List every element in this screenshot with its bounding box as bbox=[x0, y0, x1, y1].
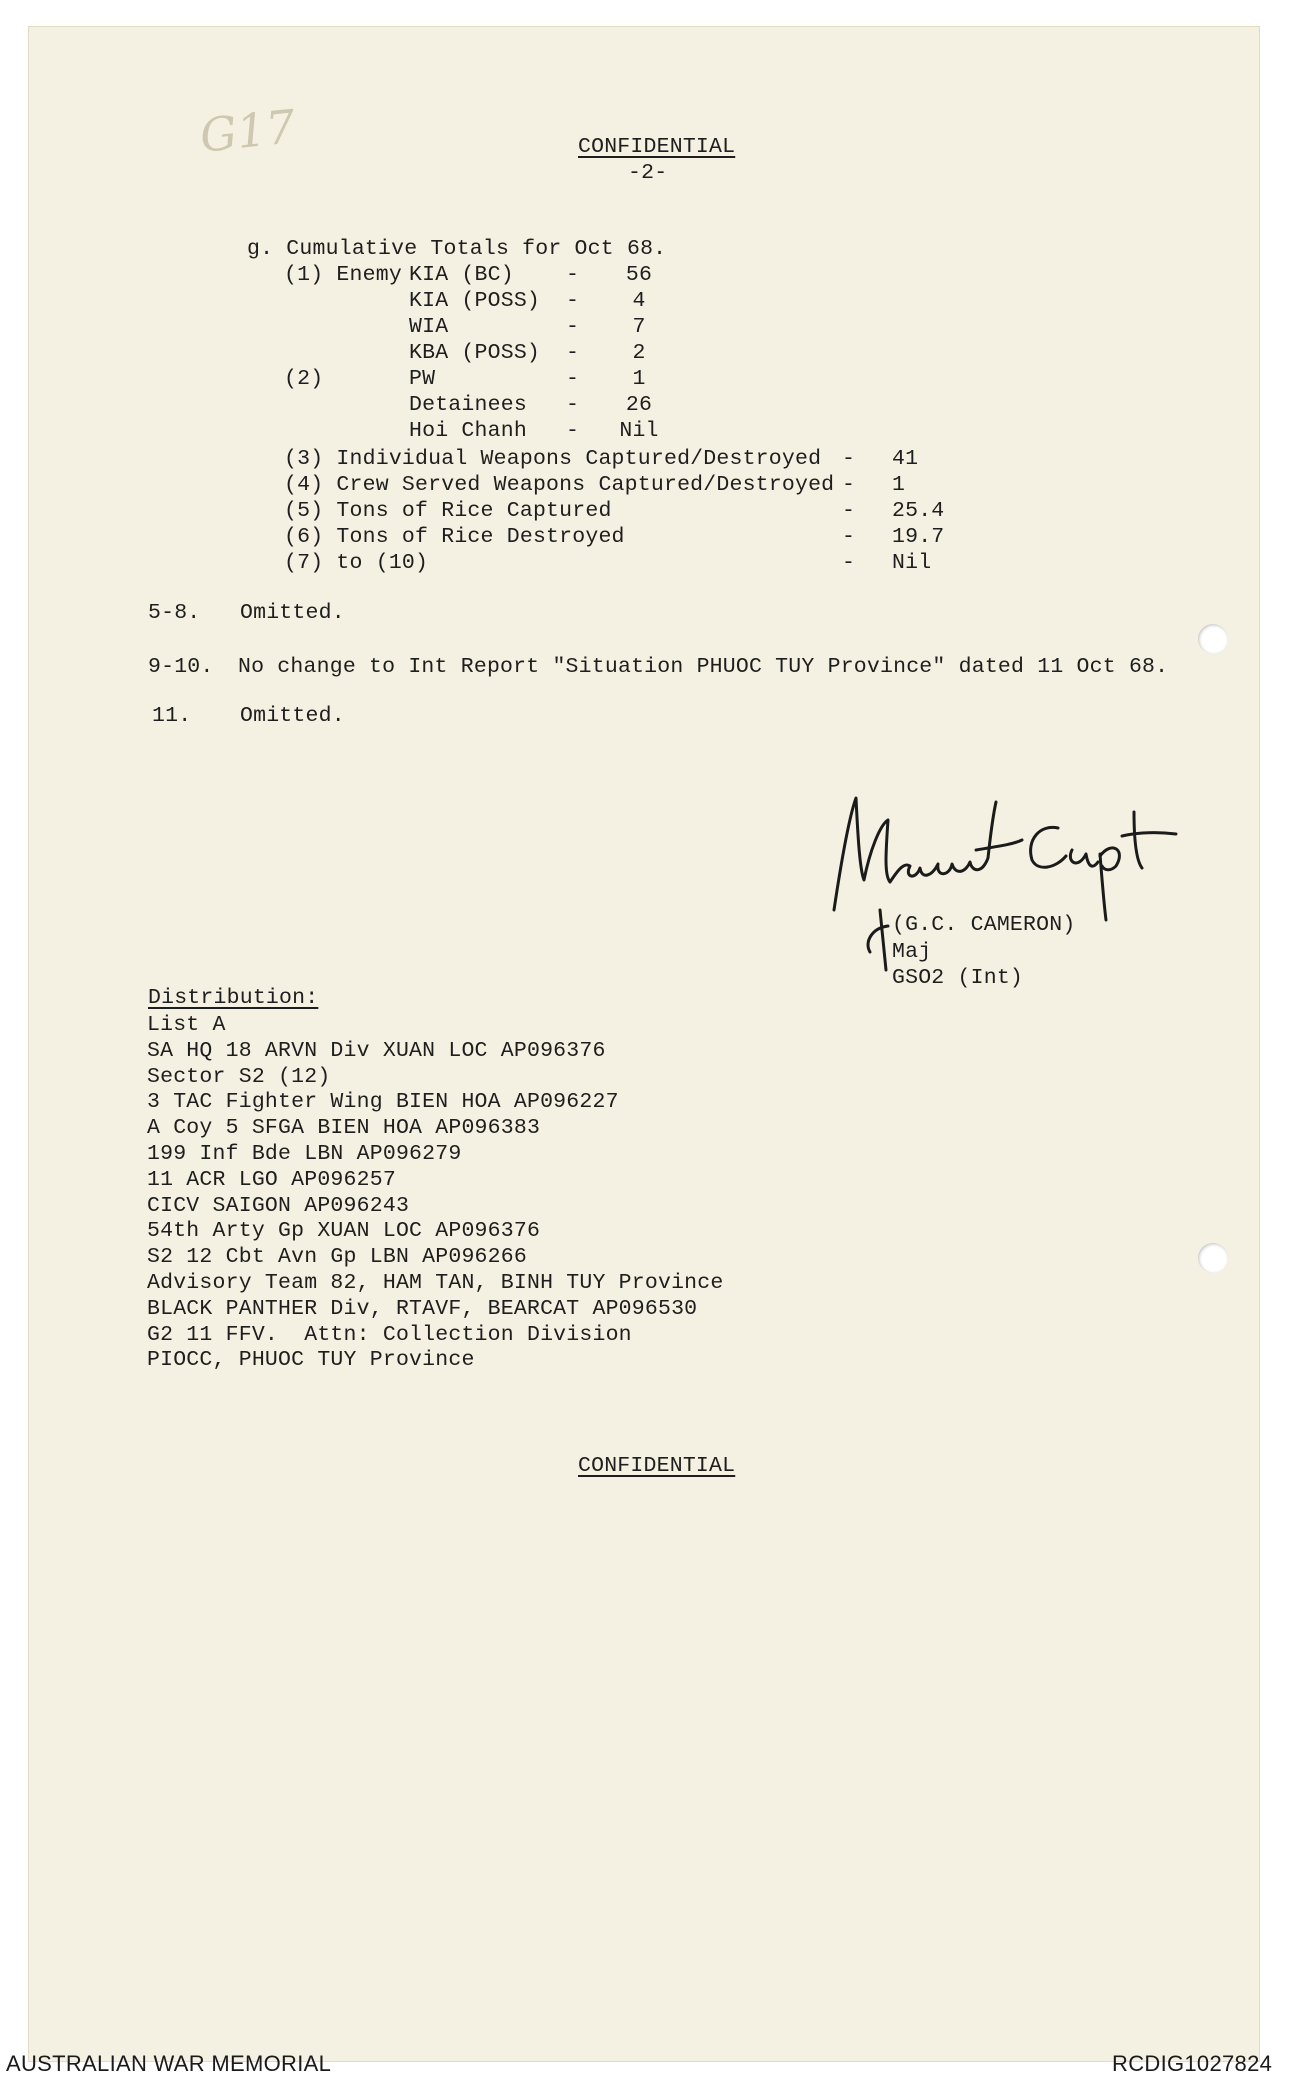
para-5-8-number: 5-8. bbox=[148, 601, 201, 625]
distribution-item: List A bbox=[147, 1013, 226, 1037]
totals-long-row-dash: - bbox=[842, 447, 856, 471]
totals-row-label: KBA (POSS) bbox=[409, 341, 541, 365]
classification-bottom: CONFIDENTIAL bbox=[578, 1454, 736, 1478]
signatory-rank: Maj bbox=[892, 940, 932, 964]
para-11-number: 11. bbox=[152, 704, 192, 728]
distribution-item: G2 11 FFV. Attn: Collection Division bbox=[147, 1323, 632, 1347]
totals-long-row-label: (6) Tons of Rice Destroyed bbox=[284, 525, 625, 549]
totals-long-row-label: (5) Tons of Rice Captured bbox=[284, 499, 612, 523]
totals-long-row-value: Nil bbox=[892, 551, 932, 575]
distribution-item: SA HQ 18 ARVN Div XUAN LOC AP096376 bbox=[147, 1039, 606, 1063]
totals-row-label: PW bbox=[409, 367, 436, 391]
totals-long-row-dash: - bbox=[842, 525, 856, 549]
distribution-item: S2 12 Cbt Avn Gp LBN AP096266 bbox=[147, 1245, 527, 1269]
page-number: -2- bbox=[628, 161, 668, 185]
distribution-item: CICV SAIGON AP096243 bbox=[147, 1194, 410, 1218]
distribution-item: PIOCC, PHUOC TUY Province bbox=[147, 1348, 475, 1372]
totals-row-label: Hoi Chanh bbox=[409, 419, 527, 443]
punch-hole-bottom bbox=[1198, 1243, 1228, 1273]
totals-row-value: Nil bbox=[619, 419, 659, 443]
totals-long-row-dash: - bbox=[842, 499, 856, 523]
totals-row-value: 4 bbox=[632, 289, 646, 313]
distribution-item: 11 ACR LGO AP096257 bbox=[147, 1168, 396, 1192]
totals-row-number: (2) bbox=[284, 367, 324, 391]
archive-reference: RCDIG1027824 bbox=[1112, 2051, 1273, 2076]
punch-hole-top bbox=[1198, 624, 1228, 654]
para-9-10-text: No change to Int Report "Situation PHUOC TUY Province" dated 11 Oct 68. bbox=[238, 655, 1169, 679]
totals-row-value: 2 bbox=[632, 341, 646, 365]
totals-row-dash: - bbox=[566, 419, 580, 443]
signatory-name: (G.C. CAMERON) bbox=[892, 913, 1076, 937]
distribution-item: A Coy 5 SFGA BIEN HOA AP096383 bbox=[147, 1116, 541, 1140]
totals-heading: g. Cumulative Totals for Oct 68. bbox=[247, 237, 667, 261]
para-11-text: Omitted. bbox=[240, 704, 345, 728]
classification-top: CONFIDENTIAL bbox=[578, 135, 736, 159]
signatory-appointment: GSO2 (Int) bbox=[892, 966, 1024, 990]
totals-row-label: KIA (BC) bbox=[409, 263, 514, 287]
totals-row-number: (1) Enemy bbox=[284, 263, 402, 287]
distribution-item: Advisory Team 82, HAM TAN, BINH TUY Province bbox=[147, 1271, 724, 1295]
distribution-heading: Distribution: bbox=[148, 986, 319, 1010]
totals-row-value: 56 bbox=[625, 263, 653, 287]
totals-long-row-value: 41 bbox=[892, 447, 919, 471]
distribution-item: Sector S2 (12) bbox=[147, 1065, 331, 1089]
totals-row-dash: - bbox=[566, 367, 580, 391]
totals-long-row-dash: - bbox=[842, 551, 856, 575]
totals-row-value: 7 bbox=[632, 315, 646, 339]
handwritten-signature bbox=[800, 780, 1240, 980]
distribution-item: 199 Inf Bde LBN AP096279 bbox=[147, 1142, 462, 1166]
totals-row-label: WIA bbox=[409, 315, 449, 339]
totals-row-dash: - bbox=[566, 341, 580, 365]
para-9-10-number: 9-10. bbox=[148, 655, 214, 679]
totals-row-dash: - bbox=[566, 315, 580, 339]
para-5-8-text: Omitted. bbox=[240, 601, 345, 625]
totals-long-row-dash: - bbox=[842, 473, 856, 497]
distribution-item: 3 TAC Fighter Wing BIEN HOA AP096227 bbox=[147, 1090, 619, 1114]
totals-long-row-label: (7) to (10) bbox=[284, 551, 429, 575]
totals-row-dash: - bbox=[566, 393, 580, 417]
totals-row-dash: - bbox=[566, 289, 580, 313]
archive-institution: AUSTRALIAN WAR MEMORIAL bbox=[6, 2051, 332, 2076]
totals-row-dash: - bbox=[566, 263, 580, 287]
totals-long-row-value: 19.7 bbox=[892, 525, 945, 549]
totals-long-row-label: (4) Crew Served Weapons Captured/Destroyed bbox=[284, 473, 835, 497]
totals-long-row-label: (3) Individual Weapons Captured/Destroyed bbox=[284, 447, 822, 471]
totals-row-label: Detainees bbox=[409, 393, 527, 417]
totals-row-value: 1 bbox=[632, 367, 646, 391]
distribution-item: BLACK PANTHER Div, RTAVF, BEARCAT AP096530 bbox=[147, 1297, 698, 1321]
distribution-item: 54th Arty Gp XUAN LOC AP096376 bbox=[147, 1219, 541, 1243]
totals-long-row-value: 1 bbox=[892, 473, 906, 497]
handwritten-page-mark: G17 bbox=[197, 99, 298, 163]
totals-row-label: KIA (POSS) bbox=[409, 289, 541, 313]
totals-long-row-value: 25.4 bbox=[892, 499, 945, 523]
totals-row-value: 26 bbox=[625, 393, 653, 417]
